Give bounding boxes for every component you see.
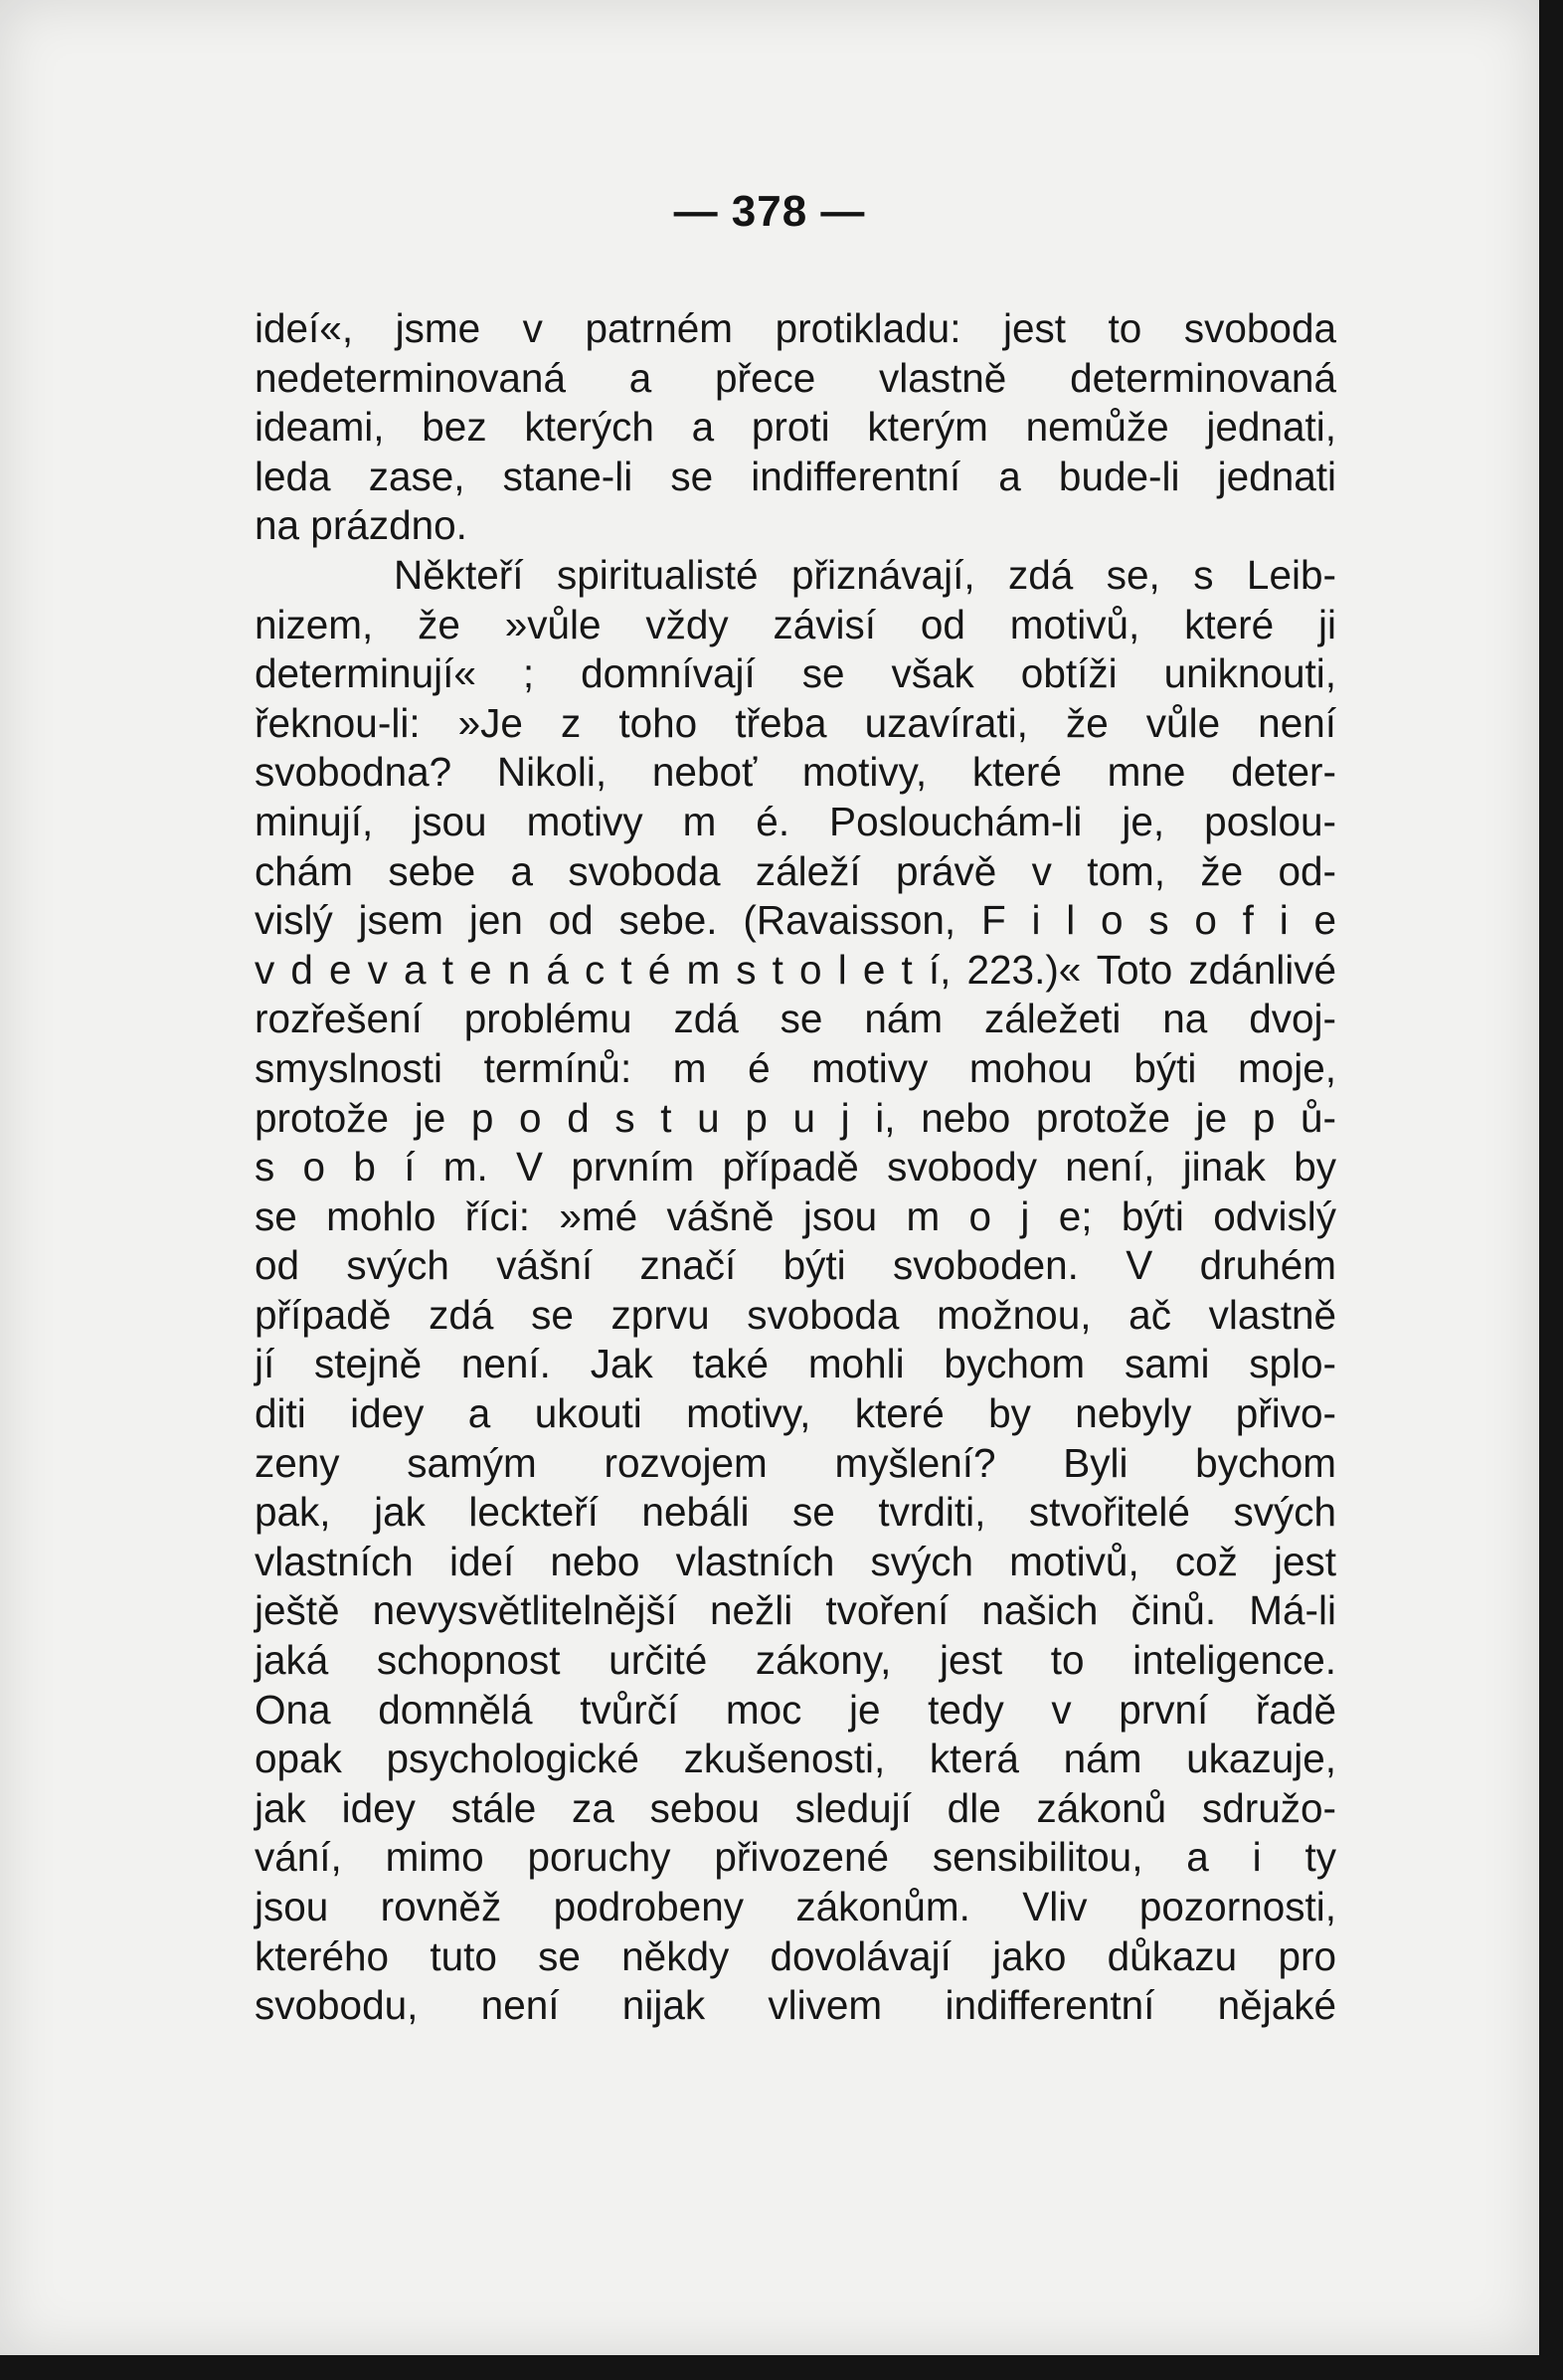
text-line: Ona domnělá tvůrčí moc je tedy v první řadě <box>255 1686 1336 1733</box>
text-line: smyslnosti termínů: m é motivy mohou býti moje, <box>255 1044 1336 1091</box>
text-line: vání, mimo poruchy přivozené sensibilitou, a i ty <box>255 1834 1336 1881</box>
text-line: determinují« ; domnívají se však obtíži uniknouti, <box>255 650 1336 697</box>
text-line: v d e v a t e n á c t é m s t o l e t í, 223.)« Toto zdánlivé <box>255 946 1336 993</box>
text-line: ještě nevysvětlitelnější nežli tvoření našich činů. Má-li <box>255 1587 1336 1634</box>
text-line: kterého tuto se někdy dovolávají jako důkazu pro <box>255 1932 1336 1979</box>
text-line: vlastních ideí nebo vlastních svých motivů, což jest <box>255 1538 1336 1584</box>
text-line: řeknou-li: »Je z toho třeba uzavírati, že vůle není <box>255 699 1336 746</box>
text-line: svobodna? Nikoli, neboť motivy, které mne deter- <box>255 749 1336 796</box>
text-line: ideí«, jsme v patrném protikladu: jest to svoboda <box>255 305 1336 351</box>
text-line: od svých vášní značí býti svoboden. V druhém <box>255 1242 1336 1289</box>
text-line: chám sebe a svoboda záleží právě v tom, že od- <box>255 847 1336 894</box>
text-line: případě zdá se zprvu svoboda možnou, ač vlastně <box>255 1291 1336 1338</box>
text-line: svobodu, není nijak vlivem indifferentní nějaké <box>255 1982 1336 2029</box>
text-line: jaká schopnost určité zákony, jest to inteligence. <box>255 1637 1336 1684</box>
paragraph-start-line: Někteří spiritualisté přiznávají, zdá se, s Leib- <box>394 551 1336 598</box>
text-line: diti idey a ukouti motivy, které by nebyly přivo- <box>255 1390 1336 1437</box>
text-line: protože je p o d s t u p u j i, nebo protože je p ů- <box>255 1094 1336 1141</box>
text-line: ideami, bez kterých a proti kterým nemůže jednati, <box>255 404 1336 451</box>
body-text <box>255 304 1336 2031</box>
text-line: s o b í m. V prvním případě svobody není, jinak by <box>255 1144 1336 1190</box>
scan-border-right <box>1539 0 1563 2380</box>
text-line: na prázdno. <box>255 502 467 549</box>
text-line: pak, jak leckteří nebáli se tvrditi, stvořitelé svých <box>255 1489 1336 1536</box>
text-line: leda zase, stane-li se indifferentní a bude-li jednati <box>255 453 1336 499</box>
page-number: — 378 — <box>673 187 866 236</box>
text-line: jsou rovněž podrobeny zákonům. Vliv pozornosti, <box>255 1884 1336 1929</box>
text-line: jak idey stále za sebou sledují dle zákonů sdružo- <box>255 1784 1336 1831</box>
text-line: zeny samým rozvojem myšlení? Byli bychom <box>255 1439 1336 1486</box>
text-line: rozřešení problému zdá se nám záležeti na dvoj- <box>255 996 1336 1042</box>
text-line: vislý jsem jen od sebe. (Ravaisson, F i l o s o f i e <box>255 897 1336 944</box>
text-line: jí stejně není. Jak také mohli bychom sami splo- <box>255 1341 1336 1387</box>
text-line: opak psychologické zkušenosti, která nám ukazuje, <box>255 1736 1336 1782</box>
text-line: minují, jsou motivy m é. Poslouchám-li je, poslou- <box>255 798 1336 844</box>
text-line: nizem, že »vůle vždy závisí od motivů, které ji <box>255 601 1336 647</box>
text-line: se mohlo říci: »mé vášně jsou m o j e; býti odvislý <box>255 1192 1336 1239</box>
scan-border-bottom <box>0 2355 1563 2380</box>
text-line: nedeterminovaná a přece vlastně determinovaná <box>255 354 1336 401</box>
